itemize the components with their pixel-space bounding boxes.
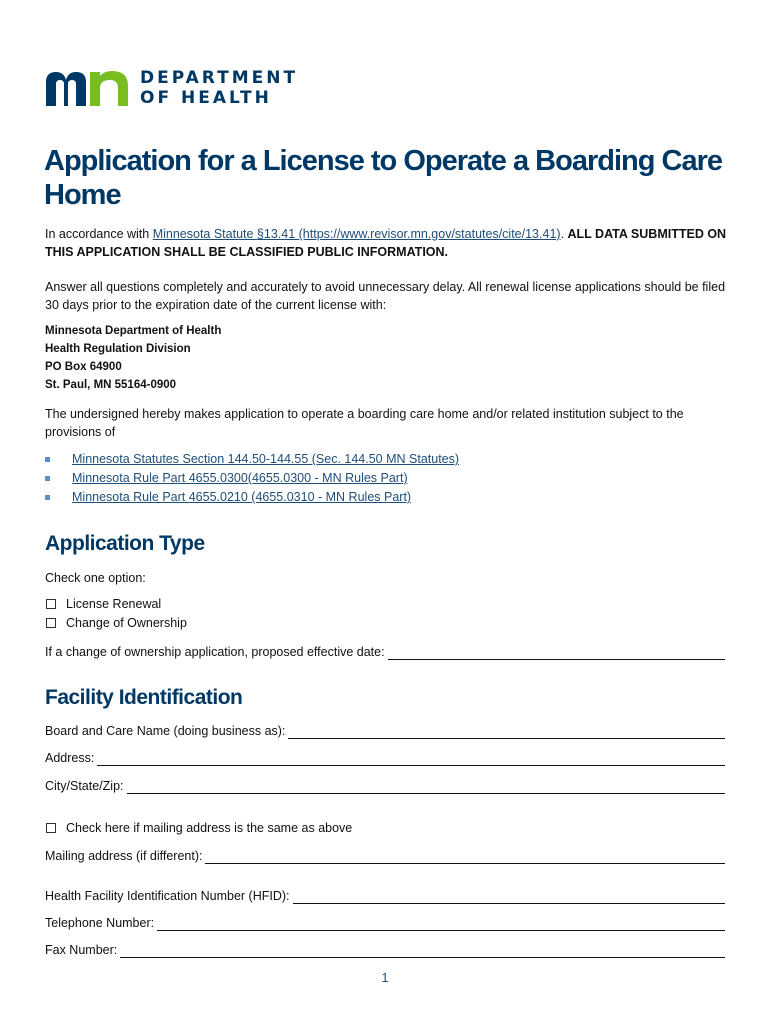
hfid-label: Health Facility Identification Number (HFID): bbox=[45, 889, 290, 903]
fax-label: Fax Number: bbox=[45, 943, 118, 957]
effective-date-field[interactable] bbox=[45, 644, 725, 660]
mailing-address-block bbox=[45, 322, 221, 394]
board-care-name-field[interactable] bbox=[45, 723, 725, 739]
fax-field[interactable] bbox=[45, 942, 725, 958]
license-renewal-checkbox[interactable] bbox=[46, 599, 56, 609]
page-number: 1 bbox=[381, 970, 389, 985]
bullet-square-icon bbox=[45, 457, 50, 462]
mailing-address-input-line[interactable] bbox=[205, 851, 725, 864]
intro-period: . bbox=[560, 227, 568, 241]
city-state-zip-field[interactable] bbox=[45, 778, 725, 794]
same-mailing-address-checkbox[interactable] bbox=[46, 823, 56, 833]
mn-logo-icon bbox=[44, 68, 130, 108]
city-state-zip-input-line[interactable] bbox=[127, 781, 726, 794]
rule-4655-0300-link[interactable]: Minnesota Rule Part 4655.0300(4655.0300 - MN Rules Part) bbox=[72, 471, 408, 485]
public-data-notice: ALL DATA SUBMITTED ON THIS APPLICATION SHALL BE CLASSIFIED PUBLIC INFORMATION. bbox=[45, 227, 727, 259]
list-item bbox=[45, 469, 459, 488]
board-care-name-input-line[interactable] bbox=[288, 726, 725, 739]
bullet-square-icon bbox=[45, 476, 50, 481]
check-one-instruction: Check one option: bbox=[45, 571, 146, 585]
intro-prefix: In accordance with bbox=[45, 227, 153, 241]
page-title: Application for a License to Operate a Boarding Care Home bbox=[44, 145, 722, 211]
hfid-field[interactable] bbox=[45, 888, 725, 904]
address-field[interactable] bbox=[45, 750, 725, 766]
board-care-name-label: Board and Care Name (doing business as): bbox=[45, 724, 286, 738]
change-of-ownership-checkbox[interactable] bbox=[46, 618, 56, 628]
address-line-4: St. Paul, MN 55164-0900 bbox=[45, 379, 177, 391]
mailing-address-label: Mailing address (if different): bbox=[45, 849, 203, 863]
mdh-logo bbox=[44, 68, 298, 108]
statute-13-41-link[interactable]: Minnesota Statute §13.41 (https://www.revisor.mn.gov/statutes/cite/13.41) bbox=[152, 227, 561, 241]
undersigned-paragraph: The undersigned hereby makes application to operate a boarding care home and/or related institution subject to the provisions of bbox=[45, 407, 684, 439]
provisions-list bbox=[45, 450, 459, 507]
hfid-input-line[interactable] bbox=[293, 891, 725, 904]
logo-line-2: OF HEALTH bbox=[140, 88, 272, 108]
application-type-heading: Application Type bbox=[45, 532, 205, 555]
list-item bbox=[45, 450, 459, 469]
intro-paragraph bbox=[45, 225, 735, 261]
address-line-1: Minnesota Department of Health bbox=[45, 325, 222, 337]
fax-input-line[interactable] bbox=[120, 945, 725, 958]
telephone-field[interactable] bbox=[45, 915, 725, 931]
license-renewal-option[interactable] bbox=[46, 597, 161, 611]
address-line-2: Health Regulation Division bbox=[45, 343, 191, 355]
address-label: Address: bbox=[45, 751, 95, 765]
same-mailing-address-label: Check here if mailing address is the same as above bbox=[66, 821, 353, 835]
bullet-square-icon bbox=[45, 495, 50, 500]
effective-date-label: If a change of ownership application, proposed effective date: bbox=[45, 645, 385, 659]
effective-date-input-line[interactable] bbox=[388, 647, 725, 660]
telephone-label: Telephone Number: bbox=[45, 916, 155, 930]
list-item bbox=[45, 488, 459, 507]
same-mailing-address-option[interactable] bbox=[46, 821, 352, 835]
rule-4655-0210-link[interactable]: Minnesota Rule Part 4655.0210 (4655.0310 - MN Rules Part) bbox=[72, 490, 412, 504]
telephone-input-line[interactable] bbox=[157, 918, 725, 931]
change-of-ownership-option[interactable] bbox=[46, 616, 187, 630]
city-state-zip-label: City/State/Zip: bbox=[45, 779, 124, 793]
facility-identification-heading: Facility Identification bbox=[45, 686, 243, 709]
mailing-address-field[interactable] bbox=[45, 848, 725, 864]
address-line-3: PO Box 64900 bbox=[45, 361, 122, 373]
statute-144-50-link[interactable]: Minnesota Statutes Section 144.50-144.55 (Sec. 144.50 MN Statutes) bbox=[72, 452, 460, 466]
license-renewal-label: License Renewal bbox=[66, 597, 162, 611]
logo-wordmark bbox=[140, 68, 298, 108]
address-input-line[interactable] bbox=[97, 753, 725, 766]
instructions-paragraph: Answer all questions completely and accurately to avoid unnecessary delay. All renewal license applications should be filed 30 days prior to the expiration date of the current license with: bbox=[45, 280, 726, 312]
change-of-ownership-label: Change of Ownership bbox=[66, 616, 187, 630]
logo-line-1: DEPARTMENT bbox=[140, 68, 299, 88]
